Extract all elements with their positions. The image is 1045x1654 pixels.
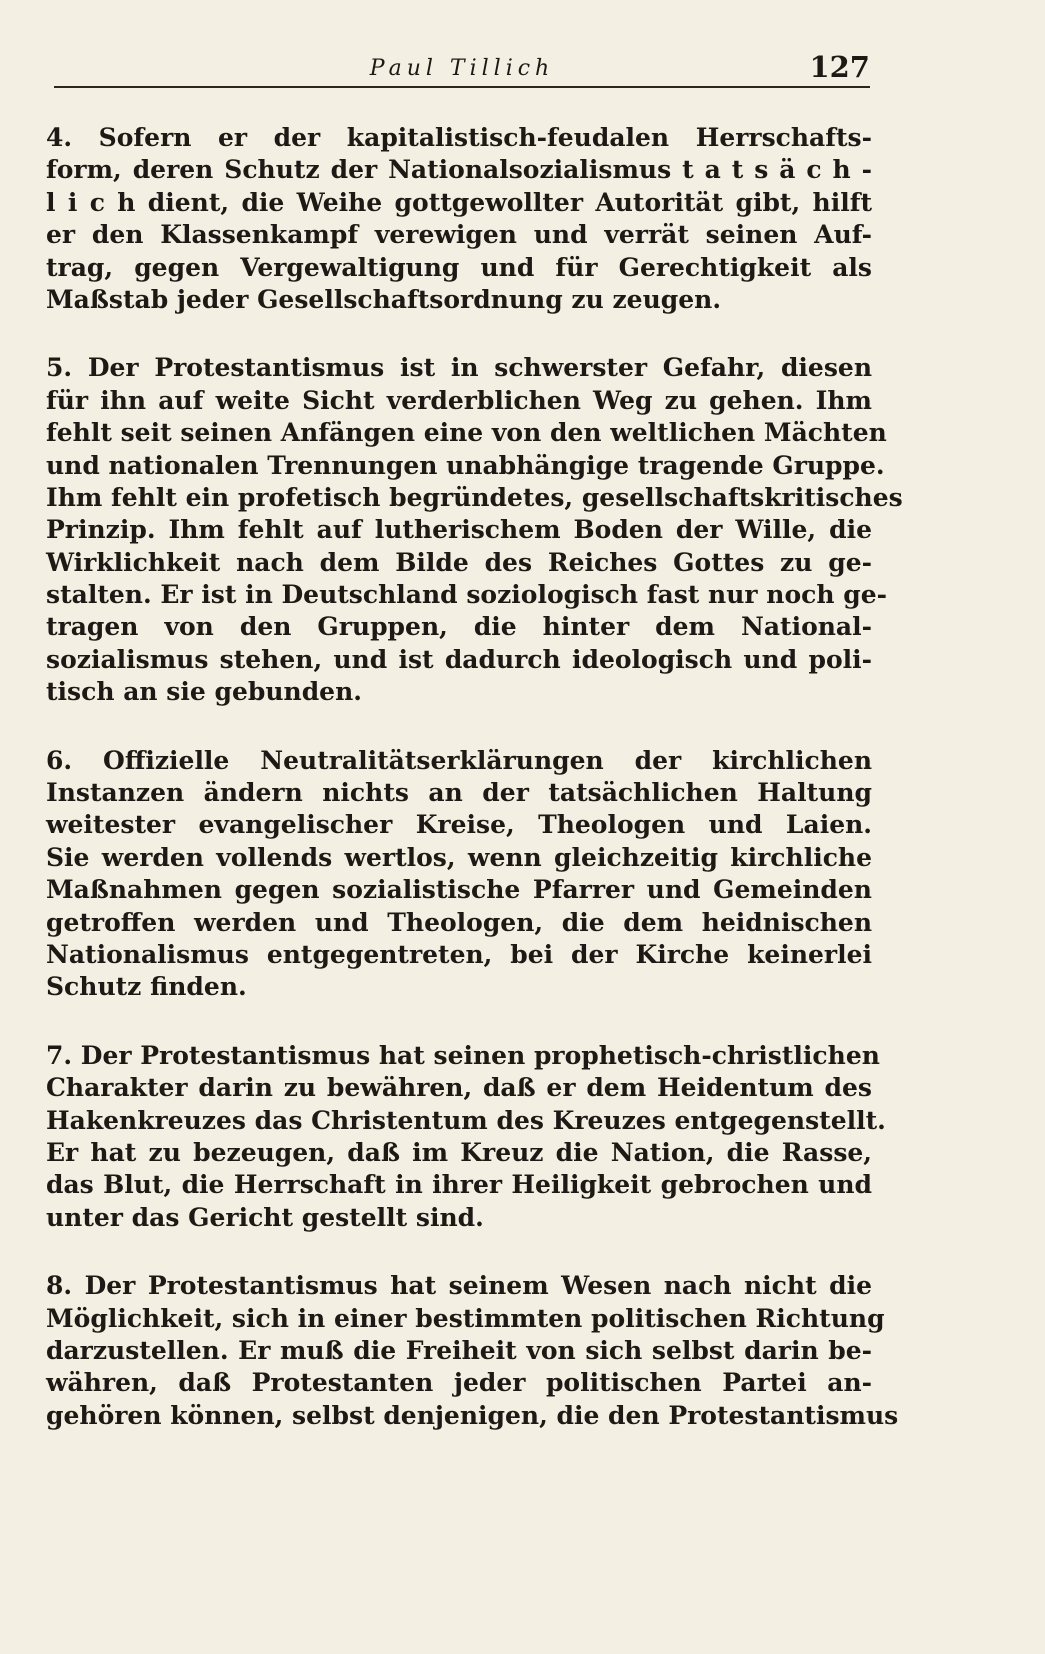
paragraph-7 (46, 1040, 886, 1234)
paragraph-5 (46, 352, 903, 708)
text-line: Möglichkeit, sich in einer bestimmten politischen Richtung (46, 1303, 885, 1333)
text-line: darzustellen. Er muß die Freiheit von sich selbst darin be- (46, 1335, 872, 1365)
text-line: Instanzen ändern nichts an der tatsächlichen Haltung (46, 778, 872, 808)
text-line: 4. Sofern er der kapitalistisch-feudalen Herrschafts- (46, 123, 872, 152)
text-line: Maßstab jeder Gesellschaftsordnung zu zeugen. (46, 284, 722, 314)
text-line: stalten. Er ist in Deutschland soziologisch fast nur noch ge- (46, 580, 887, 610)
text-line: Er hat zu bezeugen, daß im Kreuz die Nation, die Rasse, (46, 1137, 872, 1167)
text-line: fehlt seit seinen Anfängen eine von den weltlichen Mächten (46, 418, 887, 448)
running-head-author: Paul Tillich (369, 56, 555, 81)
text-line: 5. Der Protestantismus ist in schwerster Gefahr, diesen (46, 353, 872, 383)
text-line: Hakenkreuzes das Christentum des Kreuzes entgegenstellt. (46, 1105, 886, 1135)
text-line: sozialismus stehen, und ist dadurch ideologisch und poli- (46, 644, 872, 674)
text-line: gehören können, selbst denjenigen, die den Protestantismus (46, 1400, 899, 1430)
text-line: Wirklichkeit nach dem Bilde des Reiches Gottes zu ge- (46, 547, 872, 577)
text-line: Maßnahmen gegen sozialistische Pfarrer und Gemeinden (46, 875, 872, 905)
text-line: Charakter darin zu bewähren, daß er dem Heidentum des (46, 1073, 872, 1103)
text-line: währen, daß Protestanten jeder politischen Partei an- (46, 1368, 872, 1398)
paragraph-8 (46, 1270, 899, 1432)
text-line: tragen von den Gruppen, die hinter dem National- (46, 612, 872, 642)
text-line: form, deren Schutz der Nationalsozialismus t a t s ä c h - (46, 155, 872, 185)
page-number: 127 (809, 50, 870, 84)
text-line: 6. Offizielle Neutralitätserklärungen der kirchlichen (46, 745, 872, 775)
text-line: getroffen werden und Theologen, die dem heidnischen (46, 907, 872, 937)
body-text (46, 122, 903, 1468)
text-line: unter das Gericht gestellt sind. (46, 1202, 484, 1232)
text-line: 8. Der Protestantismus hat seinem Wesen nach nicht die (46, 1271, 872, 1301)
text-line: l i c h dient, die Weihe gottgewollter Autorität gibt, hilft (46, 187, 872, 217)
paragraph-4 (46, 122, 872, 316)
text-line: Sie werden vollends wertlos, wenn gleichzeitig kirchliche (46, 842, 872, 872)
text-line: Ihm fehlt ein profetisch begründetes, gesellschaftskritisches (46, 482, 903, 512)
text-line: für ihn auf weite Sicht verderblichen Weg zu gehen. Ihm (46, 385, 872, 415)
page-header (54, 48, 870, 88)
text-line: Schutz finden. (46, 972, 247, 1002)
text-line: weitester evangelischer Kreise, Theologen und Laien. (46, 810, 872, 840)
text-line: 7. Der Protestantismus hat seinen prophetisch-christlichen (46, 1040, 880, 1070)
text-line: tisch an sie gebunden. (46, 677, 362, 707)
text-line: er den Klassenkampf verewigen und verrät seinen Auf- (46, 220, 872, 250)
text-line: trag, gegen Vergewaltigung und für Gerechtigkeit als (46, 252, 872, 282)
text-line: Prinzip. Ihm fehlt auf lutherischem Boden der Wille, die (46, 515, 872, 545)
text-line: Nationalismus entgegentreten, bei der Kirche keinerlei (46, 939, 872, 969)
text-line: und nationalen Trennungen unabhängige tragende Gruppe. (46, 450, 885, 480)
paragraph-6 (46, 745, 872, 1004)
text-line: das Blut, die Herrschaft in ihrer Heiligkeit gebrochen und (46, 1170, 872, 1200)
